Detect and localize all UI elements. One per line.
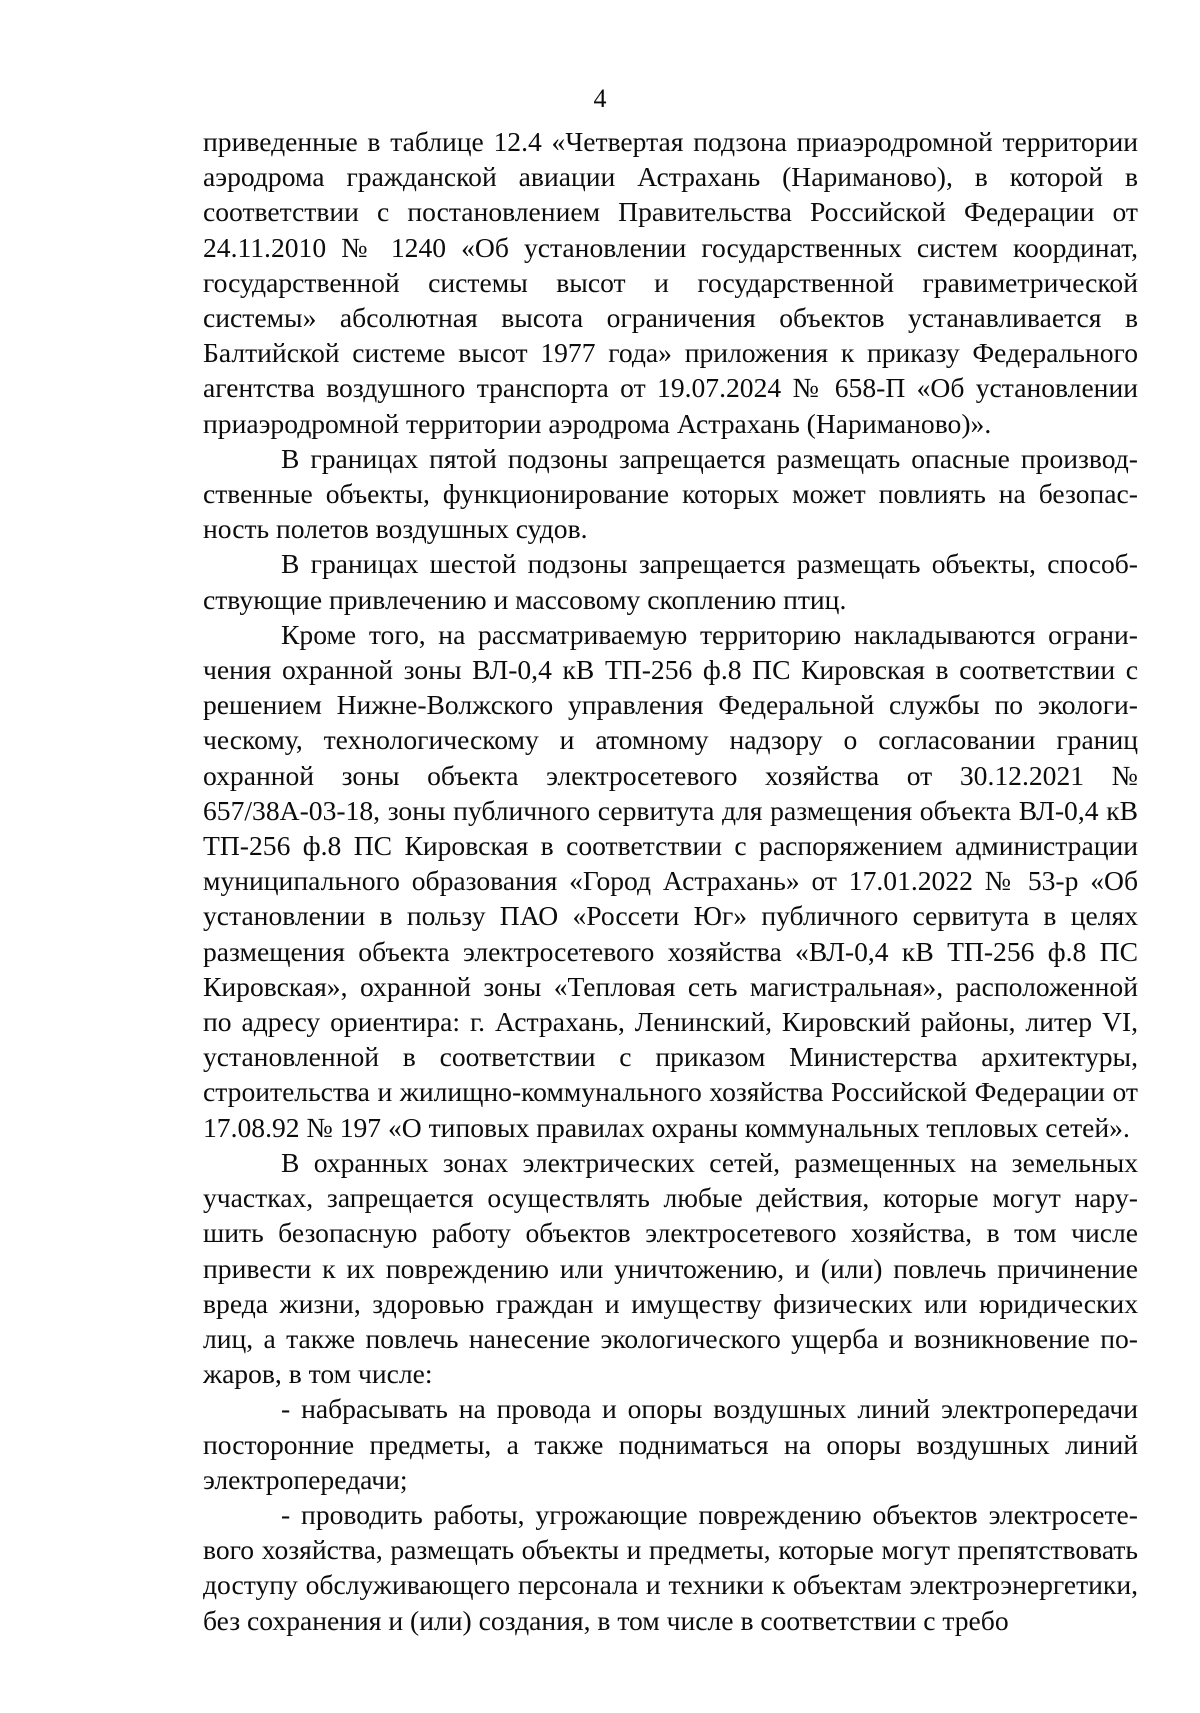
document-body	[203, 124, 1138, 1638]
paragraph-4: Кроме того, на рассматриваемую территорию накладываются ограничения охранной зоны ВЛ-0,4 кВ ТП-256 ф.8 ПС Кировская в соответствии с решением Нижне-Волжского управления Федеральной службы по экологическому, технологическому и атомному надзору о согласовании границ охранной зоны объекта электросетевого хозяйства от 30.12.2021 № 657/38А-03-18, зоны публичного сервитута для размещения объекта ВЛ-0,4 кВ ТП-256 ф.8 ПС Кировская в соответствии с распоряжением администрации муниципального образования «Город Астрахань» от 17.01.2022 № 53-р «Об установлении в пользу ПАО «Россети Юг» публичного сервитута в целях размещения объекта электросетевого хозяйства «ВЛ-0,4 кВ ТП-256 ф.8 ПС Кировская», охранной зоны «Тепловая сеть магистральная», расположенной по адресу ориентира: г. Астрахань, Ленинский, Кировский районы, литер VI, установленной в соответствии с приказом Министерства архитектуры, строительства и жилищно-коммунального хозяйства Российской Федерации от 17.08.92 № 197 «О типовых правилах охраны коммунальных тепловых сетей».	[203, 618, 1138, 1143]
list-item-2: - проводить работы, угрожающие повреждению объектов электросетевого хозяйства, размещать объекты и предметы, которые могут препятствовать доступу обслуживающего персонала и техники к объектам электроэнергетики, без сохранения и (или) создания, в том числе в соответствии с требо	[203, 1498, 1138, 1636]
paragraph-2: В границах пятой подзоны запрещается размещать опасные производственные объекты, функционирование которых может повлиять на безопасность полетов воздушных судов.	[203, 442, 1138, 545]
paragraph-3: В границах шестой подзоны запрещается размещать объекты, способствующие привлечению и массовому скоплению птиц.	[203, 548, 1138, 615]
page-number: 4	[593, 84, 607, 113]
paragraph-1: приведенные в таблице 12.4 «Четвертая подзона приаэродромной территории аэродрома гражданской авиации Астрахань (Нариманово), в которой в соответствии с постановлением Правительства Российской Федерации от 24.11.2010 № 1240 «Об установлении государственных систем координат, государственной системы высот и государственной гравиметрической системы» абсолютная высота ограничения объектов устанавливается в Балтийской системе высот 1977 года» приложения к приказу Федерального агентства воздушного транспорта от 19.07.2024 № 658-П «Об установлении приаэродромной территории аэродрома Астрахань (Нариманово)».	[203, 126, 1138, 439]
paragraph-5: В охранных зонах электрических сетей, размещенных на земельных участках, запрещается осуществлять любые действия, которые могут нарушить безопасную работу объектов электросетевого хозяйства, в том числе привести к их повреждению или уничтожению, и (или) повлечь причинение вреда жизни, здоровью граждан и имуществу физических или юридических лиц, а также повлечь нанесение экологического ущерба и возникновение пожаров, в том числе:	[203, 1146, 1138, 1390]
list-item-1: - набрасывать на провода и опоры воздушных линий электропередачи посторонние предметы, а также подниматься на опоры воздушных линий электропередачи;	[203, 1393, 1138, 1495]
